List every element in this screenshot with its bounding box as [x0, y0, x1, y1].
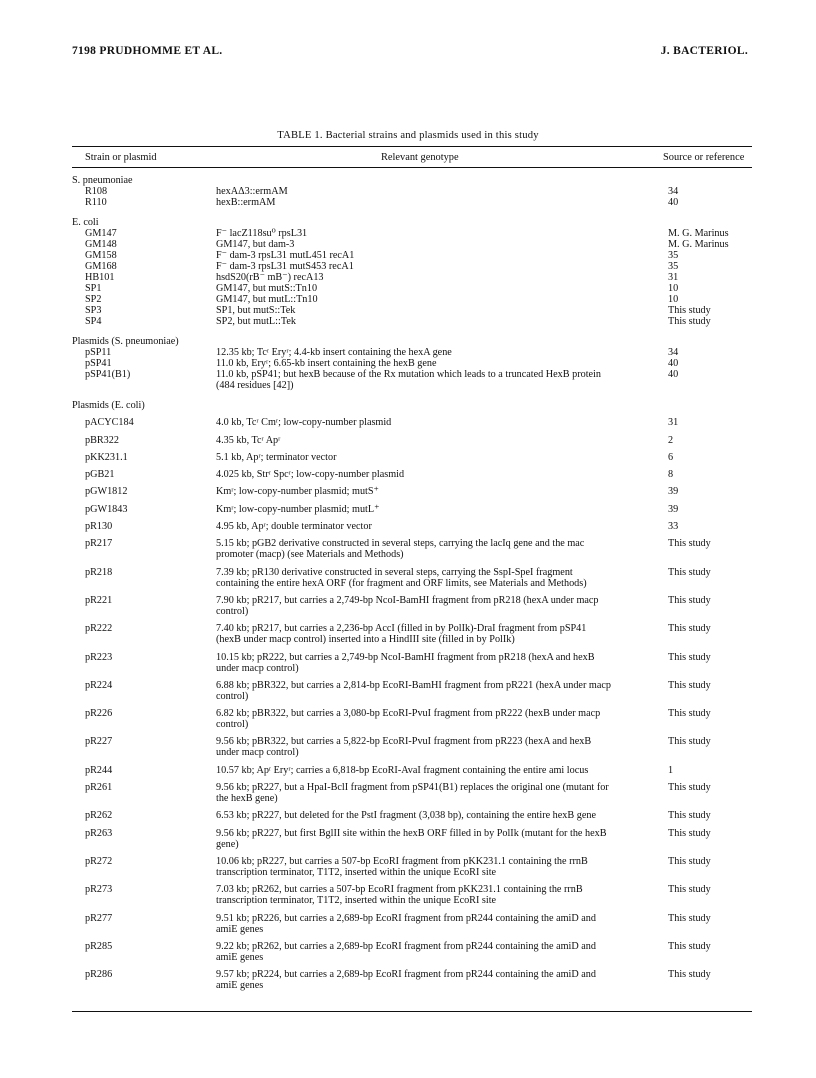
source: This study [668, 940, 711, 952]
source: 33 [668, 521, 679, 533]
source: 34 [668, 347, 679, 358]
section-title: S. pneumoniae [72, 175, 133, 186]
strain-name: pR223 [85, 651, 113, 663]
strain-name: GM147 [85, 228, 117, 239]
genotype: F⁻ dam-3 rpsL31 mutL451 recA1 [216, 250, 355, 261]
source: This study [668, 651, 711, 663]
table-bottom-rule [72, 1011, 752, 1012]
table-row [72, 261, 752, 272]
source: 31 [668, 272, 679, 283]
strain-name: pGB21 [85, 469, 115, 481]
source: 2 [668, 434, 674, 446]
genotype: 9.51 kb; pR226, but carries a 2,689-bp EcoRI fragment from pR244 containing the amiD and amiE genes [216, 912, 596, 935]
table-row [72, 228, 752, 239]
table-row [72, 595, 752, 617]
genotype: 9.56 kb; pR227, but a HpaI-BclI fragment from pSP41(B1) replaces the original one (mutant for the hexB gene) [216, 782, 609, 805]
genotype: 7.03 kb; pR262, but carries a 507-bp EcoRI fragment from pKK231.1 containing the rrnB transcription terminator, T1T2, inserted within the unique EcoRI site [216, 884, 583, 907]
section-title: E. coli [72, 217, 99, 228]
source: This study [668, 708, 711, 720]
table-row [72, 197, 752, 208]
section-title: Plasmids (S. pneumoniae) [72, 336, 179, 347]
genotype: 9.22 kb; pR262, but carries a 2,689-bp EcoRI fragment from pR244 containing the amiD and amiE genes [216, 940, 596, 963]
strain-name: pR272 [85, 855, 113, 867]
table-row [72, 272, 752, 283]
genotype: 4.025 kb, Strʳ Spcʳ; low-copy-number plasmid [216, 469, 405, 481]
source: This study [668, 736, 711, 748]
source: 6 [668, 451, 674, 463]
strain-name: pR244 [85, 764, 113, 776]
strain-name: GM148 [85, 239, 117, 250]
genotype: 10.06 kb; pR227, but carries a 507-bp EcoRI fragment from pKK231.1 containing the rrnB transcription terminator, T1T2, inserted within the unique EcoRI site [216, 855, 588, 878]
source: This study [668, 316, 711, 327]
table-row [72, 435, 752, 446]
genotype: SP2, but mutL::Tek [216, 316, 296, 327]
genotype: SP1, but mutS::Tek [216, 305, 296, 316]
source: This study [668, 969, 711, 981]
genotype: 7.90 kb; pR217, but carries a 2,749-bp NcoI-BamHI fragment from pR218 (hexA under macp control) [216, 594, 599, 617]
genotype: 6.82 kb; pBR322, but carries a 3,080-bp EcoRI-PvuI fragment from pR222 (hexB under macp control) [216, 708, 601, 731]
table-row [72, 941, 752, 963]
genotype: 4.95 kb, Apʳ; double terminator vector [216, 521, 372, 533]
strain-name: pBR322 [85, 434, 119, 446]
genotype: 9.56 kb; pBR322, but carries a 5,822-bp EcoRI-PvuI fragment from pR223 (hexA and hexB under macp control) [216, 736, 592, 759]
source: 34 [668, 186, 679, 197]
source: 35 [668, 261, 679, 272]
strain-name: pR226 [85, 708, 113, 720]
strain-name: pR221 [85, 594, 113, 606]
genotype: 10.57 kb; Apʳ Eryʳ; carries a 6,818-bp EcoRI-AvaI fragment containing the entire ami locus [216, 764, 589, 776]
table-row [72, 708, 752, 730]
table-row [72, 736, 752, 758]
genotype: 9.57 kb; pR224, but carries a 2,689-bp EcoRI fragment from pR244 containing the amiD and amiE genes [216, 969, 596, 992]
table-row [72, 567, 752, 589]
genotype: GM147, but mutL::Tn10 [216, 294, 318, 305]
table-row [72, 186, 752, 197]
table-row [72, 538, 752, 560]
table-top-rule [72, 146, 752, 147]
strain-name: pR218 [85, 566, 113, 578]
table-row [72, 417, 752, 428]
source: This study [668, 538, 711, 550]
genotype: Kmʳ; low-copy-number plasmid; mutS⁺ [216, 486, 379, 498]
source: This study [668, 782, 711, 794]
genotype: F⁻ dam-3 rpsL31 mutS453 recA1 [216, 261, 354, 272]
table-row [72, 969, 752, 991]
strain-name: pSP41(B1) [85, 369, 131, 380]
table-row [72, 913, 752, 935]
source: 40 [668, 369, 679, 380]
column-header-source: Source or reference [663, 152, 745, 163]
source: This study [668, 594, 711, 606]
table-row [72, 294, 752, 305]
strain-name: pR217 [85, 538, 113, 550]
source: 10 [668, 283, 679, 294]
running-header-right: J. BACTERIOL. [660, 45, 748, 57]
table-row [72, 452, 752, 463]
table-row [72, 504, 752, 515]
strain-name: pSP41 [85, 358, 112, 369]
source: This study [668, 679, 711, 691]
genotype: 6.53 kb; pR227, but deleted for the PstI fragment (3,038 bp), containing the entire hexB gene [216, 810, 596, 822]
genotype: hexB::ermAM [216, 197, 276, 208]
genotype: 9.56 kb; pR227, but first BglII site within the hexB ORF filled in by PolIk (mutant for the hexB gene) [216, 827, 607, 850]
source: This study [668, 884, 711, 896]
table-row [72, 469, 752, 480]
genotype: 6.88 kb; pBR322, but carries a 2,814-bp EcoRI-BamHI fragment from pR221 (hexA under macp control) [216, 679, 611, 702]
strain-name: SP4 [85, 316, 102, 327]
genotype: GM147, but mutS::Tn10 [216, 283, 318, 294]
genotype: GM147, but dam-3 [216, 239, 295, 250]
column-header-strain: Strain or plasmid [85, 152, 157, 163]
strain-name: pR262 [85, 810, 113, 822]
source: 1 [668, 764, 674, 776]
table-row [72, 250, 752, 261]
table-row [72, 521, 752, 532]
table-row [72, 652, 752, 674]
strain-name: pR277 [85, 912, 113, 924]
source: 10 [668, 294, 679, 305]
strain-name: pR224 [85, 679, 113, 691]
source: M. G. Marinus [668, 239, 729, 250]
source: This study [668, 623, 711, 635]
strain-name: pR263 [85, 827, 113, 839]
strain-name: R108 [85, 186, 108, 197]
source: 31 [668, 417, 679, 429]
strain-name: pR227 [85, 736, 113, 748]
genotype: 12.35 kb; Tcʳ Eryʳ; 4.4-kb insert containing the hexA gene [216, 347, 452, 358]
table-title: TABLE 1. Bacterial strains and plasmids used in this study [277, 130, 539, 141]
source: 35 [668, 250, 679, 261]
table-header-rule [72, 167, 752, 168]
strain-name: pR285 [85, 940, 113, 952]
table-row [72, 765, 752, 776]
genotype: Kmʳ; low-copy-number plasmid; mutL⁺ [216, 503, 380, 515]
table-row [72, 486, 752, 497]
source: This study [668, 912, 711, 924]
section-title: Plasmids (E. coli) [72, 400, 145, 411]
genotype: 4.0 kb, Tcʳ Cmʳ; low-copy-number plasmid [216, 417, 392, 429]
column-header-genotype: Relevant genotype [381, 152, 459, 163]
table-row [72, 782, 752, 804]
strain-name: pKK231.1 [85, 451, 128, 463]
genotype: 4.35 kb, Tcʳ Apʳ [216, 434, 281, 446]
table-row [72, 316, 752, 327]
running-header-left: 7198 PRUDHOMME ET AL. [72, 45, 223, 57]
table-row [72, 369, 752, 391]
strain-name: pGW1843 [85, 503, 128, 515]
genotype: 7.39 kb; pR130 derivative constructed in several steps, carrying the SspI-SpeI fragment containing the entire hexA ORF (for fragment and ORF limits, see Materials and Methods) [216, 566, 587, 589]
source: This study [668, 827, 711, 839]
genotype: 5.15 kb; pGB2 derivative constructed in several steps, carrying the lacIq gene and the mac promoter (macp) (see Materials and Methods) [216, 538, 585, 561]
source: This study [668, 566, 711, 578]
table-row [72, 305, 752, 316]
genotype: hexAΔ3::ermAM [216, 186, 288, 197]
strain-name: SP3 [85, 305, 102, 316]
strain-name: pR286 [85, 969, 113, 981]
strain-name: pGW1812 [85, 486, 128, 498]
table-row [72, 680, 752, 702]
strain-name: HB101 [85, 272, 115, 283]
table-row [72, 856, 752, 878]
genotype: 10.15 kb; pR222, but carries a 2,749-bp NcoI-BamHI fragment from pR218 (hexA and hexB under macp control) [216, 651, 595, 674]
source: This study [668, 810, 711, 822]
table-row [72, 283, 752, 294]
source: 39 [668, 503, 679, 515]
genotype: 11.0 kb, Eryʳ; 6.65-kb insert containing the hexB gene [216, 358, 437, 369]
table-body [72, 175, 752, 991]
table-row [72, 884, 752, 906]
strain-name: pACYC184 [85, 417, 134, 429]
strain-name: SP2 [85, 294, 102, 305]
genotype: 11.0 kb, pSP41; but hexB because of the Rx mutation which leads to a truncated HexB protein (484 residues [42]) [216, 369, 601, 391]
source: This study [668, 855, 711, 867]
strain-name: pR130 [85, 521, 113, 533]
strain-name: pR222 [85, 623, 113, 635]
strain-name: SP1 [85, 283, 102, 294]
genotype: 5.1 kb, Apʳ; terminator vector [216, 451, 337, 463]
table-row [72, 239, 752, 250]
source: 39 [668, 486, 679, 498]
source: 40 [668, 358, 679, 369]
table-row [72, 810, 752, 821]
table-row [72, 828, 752, 850]
strain-name: pR261 [85, 782, 113, 794]
strain-name: R110 [85, 197, 107, 208]
genotype: 7.40 kb; pR217, but carries a 2,236-bp AccI (filled in by PolIk)-DraI fragment from pSP41 (hexB under macp control) inserted into a HindIII site (filled in by PolIk) [216, 623, 587, 646]
strain-name: GM158 [85, 250, 117, 261]
source: This study [668, 305, 711, 316]
strain-name: GM168 [85, 261, 117, 272]
source: 8 [668, 469, 674, 481]
table-row [72, 347, 752, 358]
table-row [72, 623, 752, 645]
genotype: F⁻ lacZ118su⁰ rpsL31 [216, 228, 308, 239]
table-row [72, 358, 752, 369]
genotype: hsdS20(rB⁻ mB⁻) recA13 [216, 272, 324, 283]
source: 40 [668, 197, 679, 208]
strain-name: pR273 [85, 884, 113, 896]
strain-name: pSP11 [85, 347, 112, 358]
source: M. G. Marinus [668, 228, 729, 239]
